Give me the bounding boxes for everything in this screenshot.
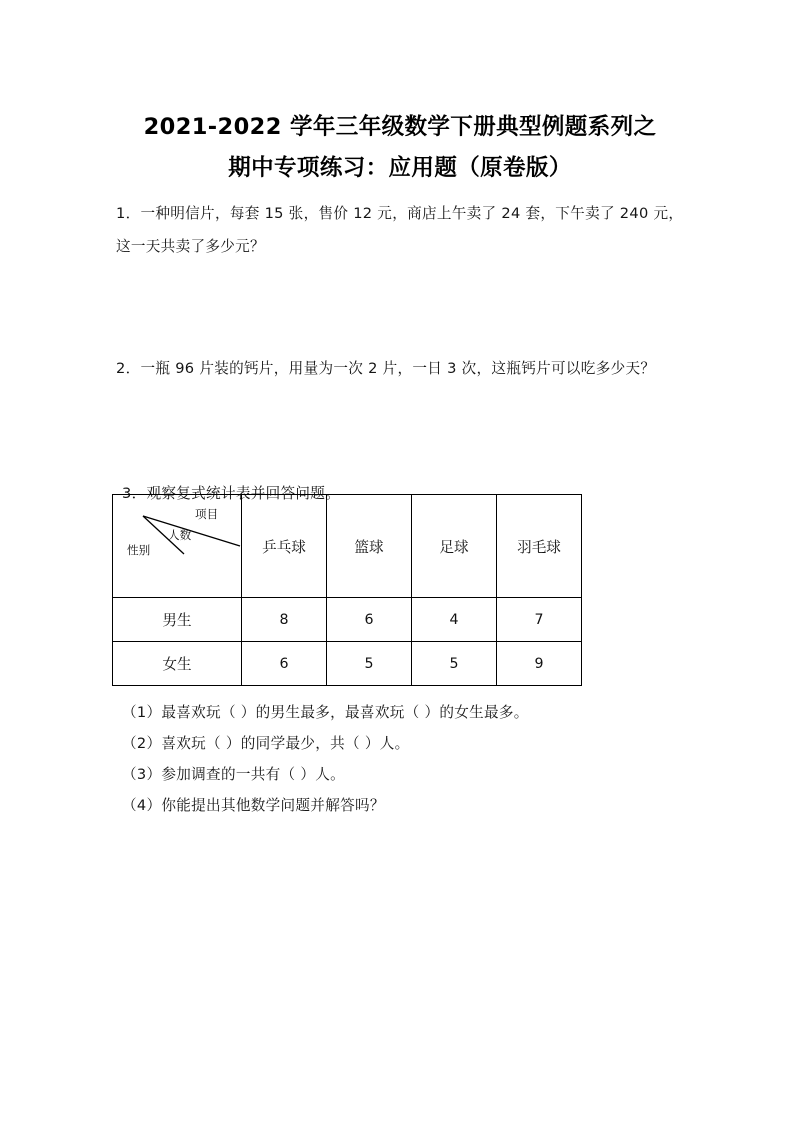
statistics-table-container (112, 494, 582, 682)
question-2: 2．一瓶 96 片装的钙片，用量为一次 2 片，一日 3 次，这瓶钙片可以吃多少天？ (116, 359, 656, 377)
page-title (110, 107, 690, 189)
row-header-boys: 男生 (113, 598, 242, 642)
sub-question-2: （2）喜欢玩（ ）的同学最少，共（ ）人。 (122, 734, 410, 752)
cell-boys-4: 7 (497, 598, 582, 642)
sub-question-4: （4）你能提出其他数学问题并解答吗？ (122, 796, 385, 814)
column-header-3: 足球 (412, 495, 497, 598)
table-row (113, 642, 582, 686)
cell-girls-1: 6 (242, 642, 327, 686)
row-header-girls: 女生 (113, 642, 242, 686)
cell-girls-4: 9 (497, 642, 582, 686)
page-title-line-2: 期中专项练习：应用题（原卷版） (228, 155, 572, 182)
table-row (113, 598, 582, 642)
cell-boys-3: 4 (412, 598, 497, 642)
cell-boys-1: 8 (242, 598, 327, 642)
column-header-2: 篮球 (327, 495, 412, 598)
corner-label-gender: 性别 (127, 543, 151, 557)
corner-label-item: 项目 (195, 507, 219, 521)
cell-boys-2: 6 (327, 598, 412, 642)
sub-question-3: （3）参加调查的一共有（ ）人。 (122, 765, 346, 783)
cell-girls-3: 5 (412, 642, 497, 686)
page-title-line-1: 2021-2022 学年三年级数学下册典型例题系列之 (143, 114, 657, 141)
table-corner-header (113, 495, 242, 598)
corner-label-count: 人数 (168, 528, 192, 542)
column-header-1: 乒乓球 (242, 495, 327, 598)
statistics-table (112, 494, 582, 686)
column-header-4: 羽毛球 (497, 495, 582, 598)
question-3: 3．观察复式统计表并回答问题。 (122, 484, 341, 502)
question-1: 1．一种明信片，每套 15 张，售价 12 元，商店上午卖了 24 套，下午卖了 240 元，这一天共卖了多少元？ (116, 204, 684, 255)
table-header-row (113, 495, 582, 598)
cell-girls-2: 5 (327, 642, 412, 686)
sub-question-1: （1）最喜欢玩（ ）的男生最多，最喜欢玩（ ）的女生最多。 (122, 703, 529, 721)
